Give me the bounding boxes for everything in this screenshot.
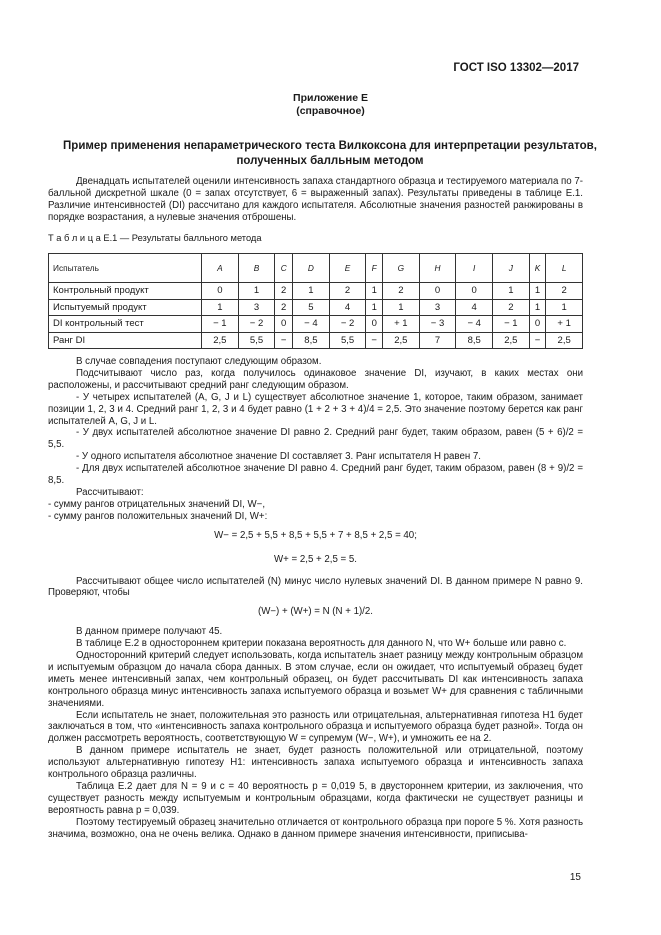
column-header: B: [238, 254, 275, 283]
table-cell: 0: [456, 283, 493, 300]
table-cell: −: [529, 332, 546, 349]
table-cell: 1: [383, 299, 420, 316]
table-cell: 2: [329, 283, 366, 300]
column-header: Испытатель: [49, 254, 202, 283]
table-cell: 1: [202, 299, 239, 316]
table-cell: 5,5: [329, 332, 366, 349]
paragraph: - Для двух испытателей абсолютное значение DI равно 4. Средний ранг будет, таким образом, равен (8 + 9)/2 = 8,5.: [48, 463, 583, 487]
table-cell: 4: [456, 299, 493, 316]
table-caption: Т а б л и ц а Е.1 — Результаты балльного метода: [48, 233, 262, 243]
table-cell: 1: [529, 299, 546, 316]
column-header: C: [275, 254, 293, 283]
row-label: Ранг DI: [49, 332, 202, 349]
table-cell: 0: [529, 316, 546, 333]
table-cell: 2,5: [493, 332, 530, 349]
table-cell: 3: [238, 299, 275, 316]
table-cell: 2: [383, 283, 420, 300]
table-cell: 2: [275, 283, 293, 300]
paragraph: - сумму рангов положительных значений DI, W+:: [48, 510, 268, 522]
paragraph: Поэтому тестируемый образец значительно отличается от контрольного образца при пороге 5 %. Хотя разность значима, возможно, она не очень велика. Однако в данном примере значения интенсивности, приписыва-: [48, 816, 583, 840]
appendix-title: Приложение Е: [293, 92, 368, 104]
equation-total: (W−) + (W+) = N (N + 1)/2.: [258, 606, 373, 618]
table-cell: 2,5: [202, 332, 239, 349]
table-cell: + 1: [383, 316, 420, 333]
column-header: K: [529, 254, 546, 283]
paragraph: Если испытатель не знает, положительная это разность или отрицательная, альтернативная гипотеза H1 будет заключаться в том, что «интенсивность запаха контрольного образца и испытуемого образца будет разной». Тогда он должен рассмотреть вероятность, соответствующую W = супремум (W−, W+), и умножить ее на 2.: [48, 709, 583, 745]
table-header-row: [49, 254, 583, 283]
table-row: [49, 283, 583, 300]
column-header: E: [329, 254, 366, 283]
table-cell: 2: [275, 299, 293, 316]
paragraph: Рассчитывают общее число испытателей (N) минус число нулевых значений DI. В данном примере N равно 9. Проверяют, чтобы: [48, 575, 583, 599]
table-cell: + 1: [546, 316, 583, 333]
paragraph: Односторонний критерий следует использовать, когда испытатель знает разницу между контрольным образцом и испытуемым образцом до начала сбора данных. В этом случае, если он ожидает, что испытуемый образец будет иметь менее интенсивный запах, чем контрольный образец, он будет рассчитывать DI как интенсивность запаха контрольного образца минус интенсивность запаха испытуемого образца и возьмет W+ для сравнения с табличными значениями.: [48, 650, 583, 709]
column-header: I: [456, 254, 493, 283]
table-row: [49, 316, 583, 333]
table-cell: 1: [546, 299, 583, 316]
paragraph: Таблица Е.2 дает для N = 9 и c = 40 вероятность p = 0,019 5, в двустороннем критерии, из заключения, что существует разность между испытуемым и контрольным образцами, когда фактически не существует разницы и вероятность равна p = 0,039.: [48, 781, 583, 816]
paragraph: В данном примере получают 45.: [76, 626, 223, 638]
table-cell: 0: [419, 283, 456, 300]
table-cell: − 1: [493, 316, 530, 333]
paragraph: Подсчитывают число раз, когда получилось одинаковое значение DI, изучают, в каких местах они расположены, и рассчитывают средний ранг следующим образом.: [48, 367, 583, 391]
intro-text: Двенадцать испытателей оценили интенсивность запаха стандартного образца и тестируемого материала по 7-балльной дискретной шкале (0 = запах отсутствует, 6 = выраженный запах). Результаты приведены в таблице Е.1. Различие интенсивностей (DI) рассчитано для каждого испытателя. Абсолютные значения разностей ранжированы в порядке возрастания, а нулевые значения отброшены.: [48, 176, 583, 223]
table-cell: 2,5: [383, 332, 420, 349]
table-cell: − 2: [238, 316, 275, 333]
table-cell: 7: [419, 332, 456, 349]
table-cell: − 2: [329, 316, 366, 333]
paragraph: В данном примере испытатель не знает, будет разность положительной или отрицательной, поэтому используют альтернативную гипотезу H1: интенсивность запаха испытуемого образца и интенсивность запаха контрольного образца различны.: [48, 745, 583, 781]
row-label: DI контрольный тест: [49, 316, 202, 333]
title-line-2: полученных балльным методом: [236, 155, 424, 167]
table-cell: 0: [202, 283, 239, 300]
table-cell: 1: [529, 283, 546, 300]
table-cell: 1: [238, 283, 275, 300]
results-table: [48, 253, 583, 349]
column-header: J: [493, 254, 530, 283]
table-cell: − 4: [456, 316, 493, 333]
equation-w-minus: W− = 2,5 + 5,5 + 8,5 + 5,5 + 7 + 8,5 + 2,5 = 40;: [214, 529, 417, 541]
paragraph: В случае совпадения поступают следующим образом.: [76, 356, 322, 367]
column-header: D: [293, 254, 330, 283]
table-cell: 1: [493, 283, 530, 300]
column-header: H: [419, 254, 456, 283]
table-cell: 1: [366, 283, 383, 300]
page-number: 15: [569, 872, 581, 883]
body-text: [48, 356, 583, 841]
table-row: [49, 332, 583, 349]
paragraph: - сумму рангов отрицательных значений DI, W−,: [48, 498, 266, 510]
table-cell: 1: [293, 283, 330, 300]
table-cell: 4: [329, 299, 366, 316]
table-cell: 8,5: [456, 332, 493, 349]
document-title: [45, 139, 615, 169]
row-label: Испытуемый продукт: [49, 299, 202, 316]
table-cell: − 4: [293, 316, 330, 333]
table-cell: − 1: [202, 316, 239, 333]
paragraph: - У двух испытателей абсолютное значение DI равно 2. Средний ранг будет, таким образом, равен (5 + 6)/2 = 5,5.: [48, 427, 583, 451]
table-cell: 8,5: [293, 332, 330, 349]
table-cell: 0: [275, 316, 293, 333]
title-line-1: Пример применения непараметрического теста Вилкоксона для интерпретации результатов,: [63, 140, 597, 152]
standard-header: ГОСТ ISO 13302—2017: [453, 62, 579, 74]
row-label: Контрольный продукт: [49, 283, 202, 300]
paragraph: - У одного испытателя абсолютное значение DI составляет 3. Ранг испытателя H равен 7.: [76, 451, 481, 463]
paragraph: В таблице Е.2 в одностороннем критерии показана вероятность для данного N, что W+ больше или равно c.: [76, 638, 567, 650]
table-cell: 3: [419, 299, 456, 316]
table-cell: 5,5: [238, 332, 275, 349]
table-cell: − 3: [419, 316, 456, 333]
table-cell: 5: [293, 299, 330, 316]
table-cell: 2: [546, 283, 583, 300]
table-row: [49, 299, 583, 316]
table-cell: −: [275, 332, 293, 349]
paragraph: Рассчитывают:: [76, 486, 144, 498]
column-header: L: [546, 254, 583, 283]
table-cell: −: [366, 332, 383, 349]
column-header: G: [383, 254, 420, 283]
table-cell: 1: [366, 299, 383, 316]
paragraph: - У четырех испытателей (A, G, J и L) существует абсолютное значение 1, которое, таким образом, занимает позиции 1, 2, 3 и 4. Средний ранг 1, 2, 3 и 4 будет равно (1 + 2 + 3 + 4)/4 = 2,5. Это значение поэтому берется как ранг испытателей A, G, J и L.: [48, 391, 583, 427]
table-cell: 2,5: [546, 332, 583, 349]
table-cell: 0: [366, 316, 383, 333]
column-header: A: [202, 254, 239, 283]
equation-w-plus: W+ = 2,5 + 2,5 = 5.: [274, 553, 357, 565]
intro-paragraph: [48, 176, 583, 224]
appendix-subtitle: (справочное): [296, 105, 365, 117]
column-header: F: [366, 254, 383, 283]
table-cell: 2: [493, 299, 530, 316]
